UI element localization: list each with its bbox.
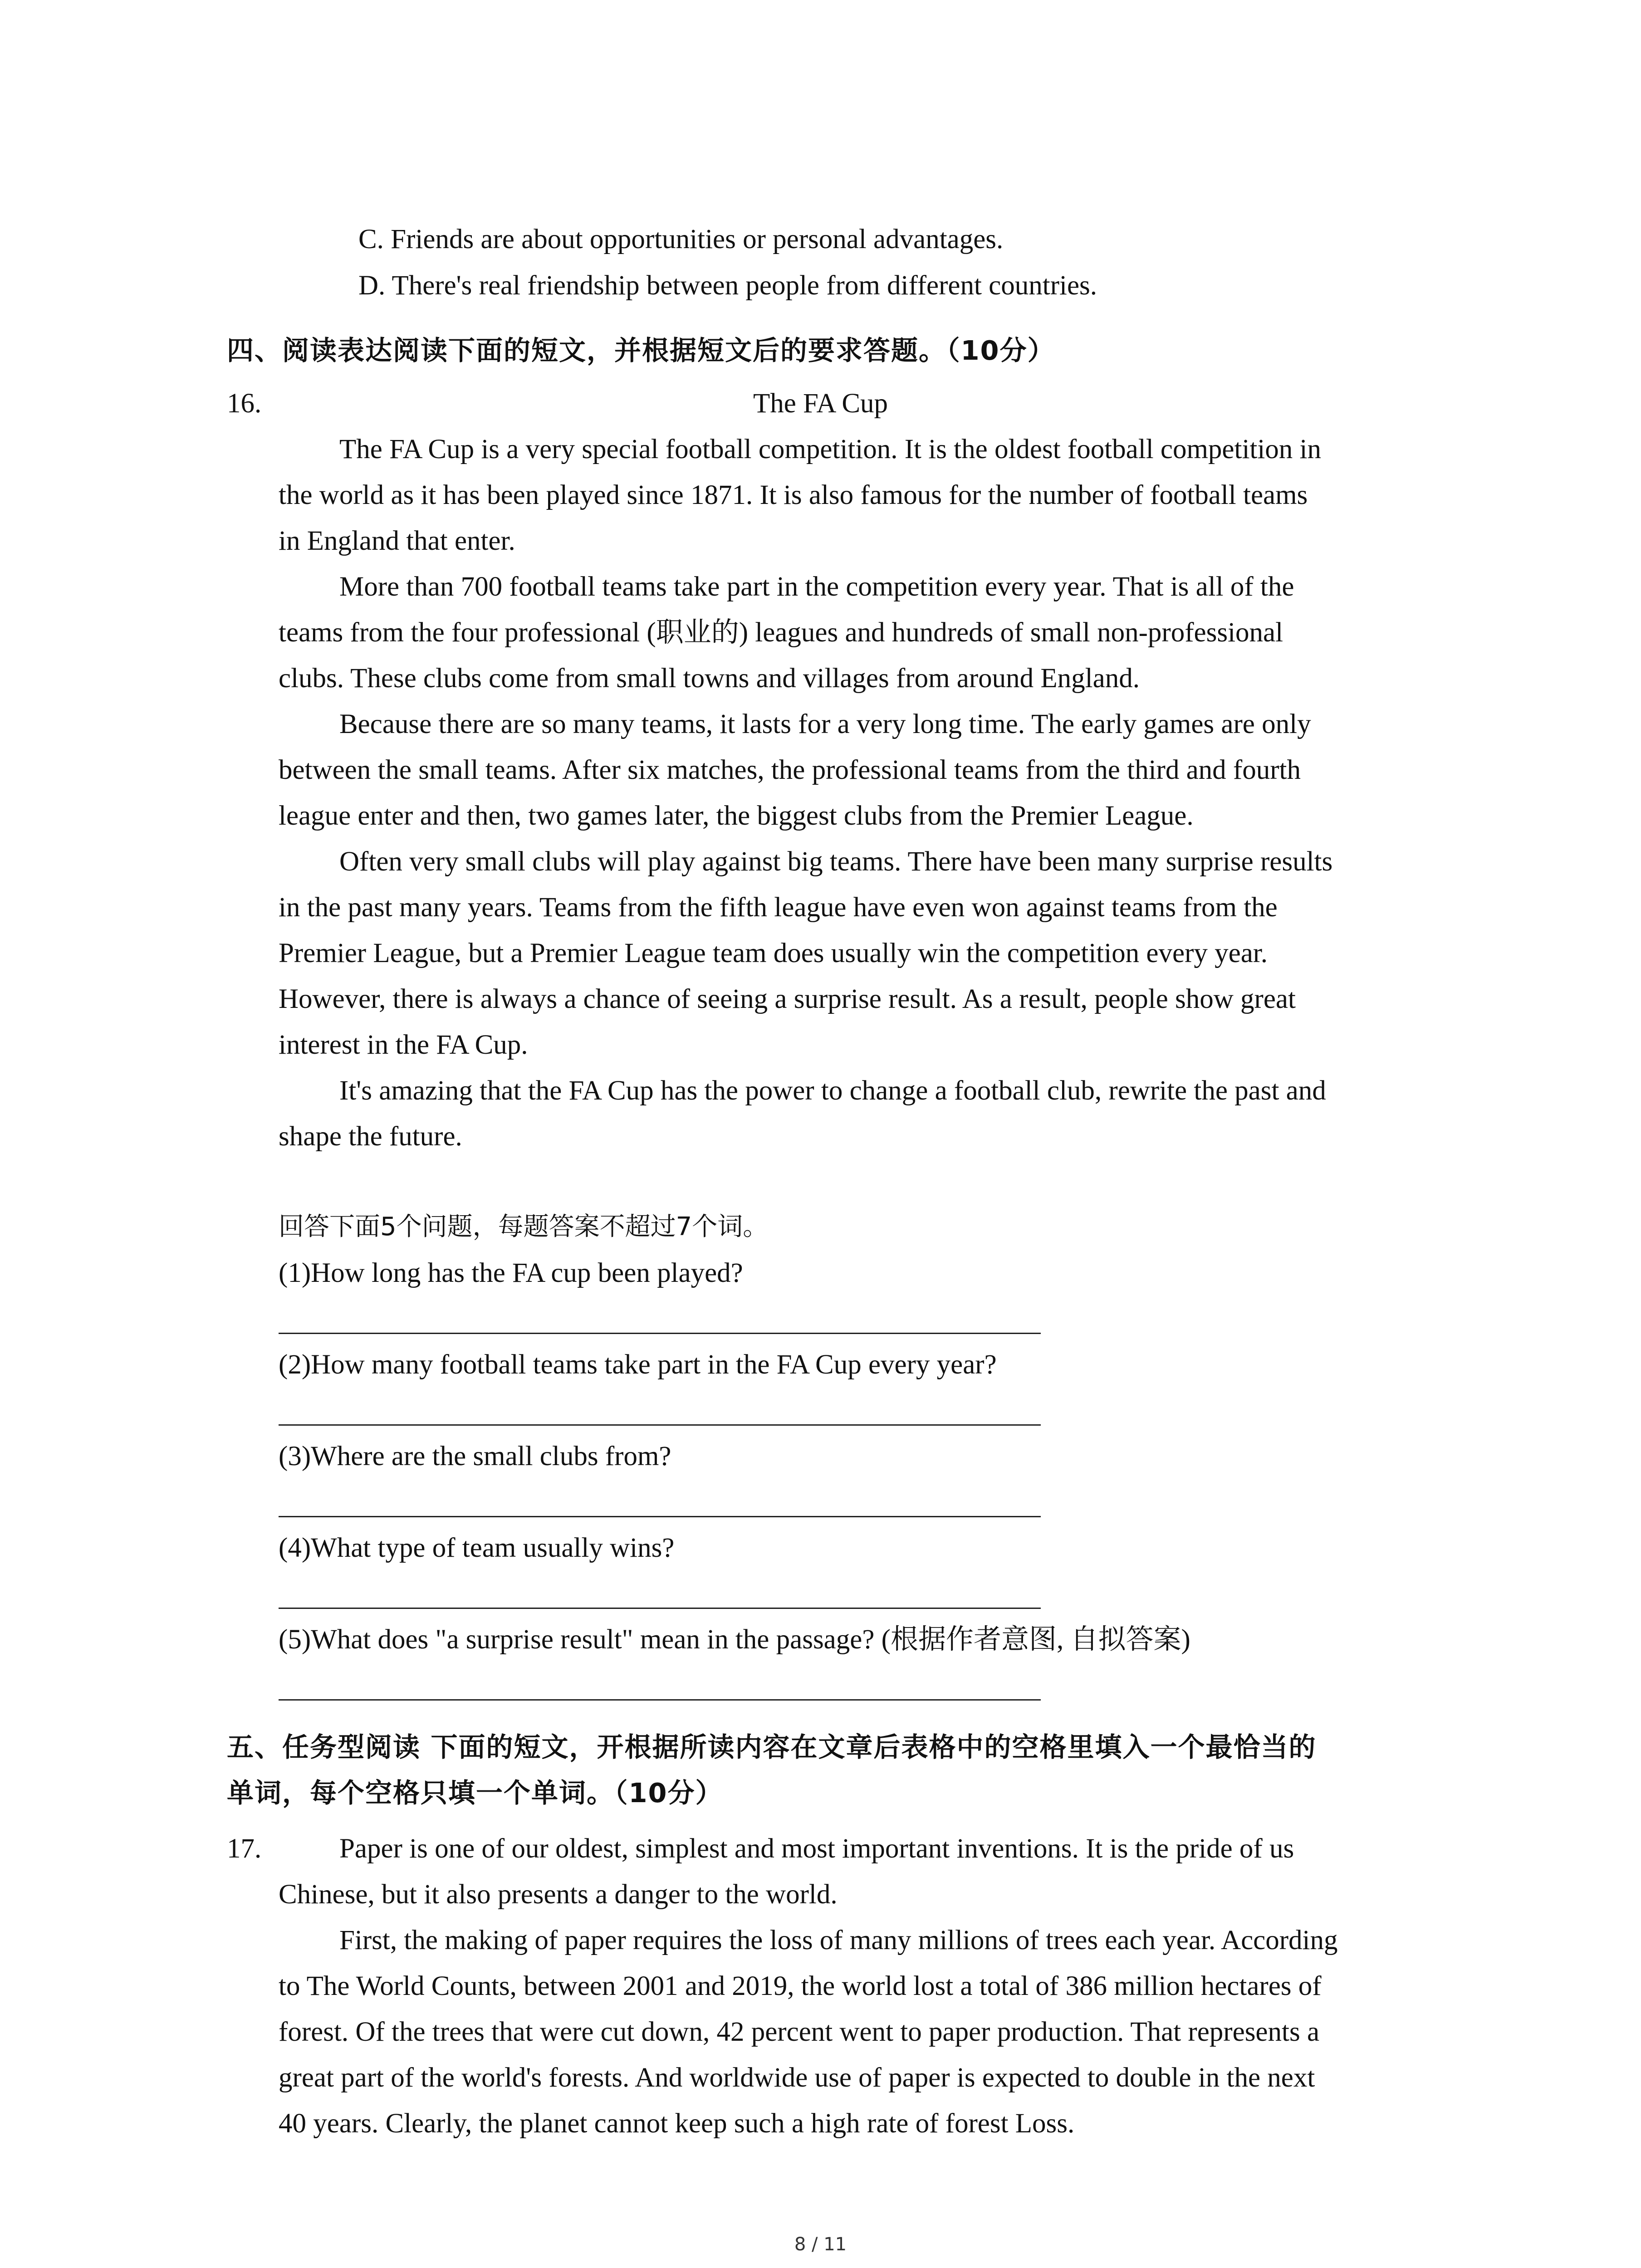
passage-line: Paper is one of our oldest, simplest and most important inventions. It is the pride of us — [339, 1833, 1294, 1864]
passage-line: However, there is always a chance of seeing a surprise result. As a result, people show great — [279, 984, 1296, 1014]
question-number-17: 17. — [227, 1833, 262, 1864]
question-3: (3)Where are the small clubs from? — [279, 1441, 671, 1471]
passage-line: It's amazing that the FA Cup has the power to change a football club, rewrite the past and — [339, 1075, 1326, 1106]
answer-line-1[interactable] — [279, 1333, 1041, 1334]
passage-line: forest. Of the trees that were cut down, 42 percent went to paper production. That represents a — [279, 2017, 1320, 2047]
passage-line: interest in the FA Cup. — [279, 1030, 528, 1060]
section5-heading: 五、任务型阅读 下面的短文，开根据所读内容在文章后表格中的空格里填入一个最恰当的 — [227, 1731, 1317, 1763]
passage-line: More than 700 football teams take part in the competition every year. That is all of the — [339, 572, 1294, 602]
passage-line: Chinese, but it also presents a danger to the world. — [279, 1879, 838, 1910]
passage-line: in England that enter. — [279, 526, 515, 556]
section5-heading-cont: 单词，每个空格只填一个单词。（10分） — [227, 1777, 723, 1809]
section4-heading: 四、阅读表达阅读下面的短文，并根据短文后的要求答题。（10分） — [227, 335, 1055, 366]
answer-line-4[interactable] — [279, 1608, 1041, 1609]
question-1: (1)How long has the FA cup been played? — [279, 1258, 743, 1288]
passage-line: First, the making of paper requires the loss of many millions of trees each year. According — [339, 1925, 1338, 1955]
answer-line-2[interactable] — [279, 1424, 1041, 1426]
passage-line: 40 years. Clearly, the planet cannot keep such a high rate of forest Loss. — [279, 2108, 1075, 2139]
option-c: C. Friends are about opportunities or personal advantages. — [358, 224, 1004, 254]
passage-line: league enter and then, two games later, the biggest clubs from the Premier League. — [279, 801, 1194, 831]
page-number: 8 / 11 — [794, 2234, 847, 2255]
question-4: (4)What type of team usually wins? — [279, 1533, 675, 1563]
answer-line-3[interactable] — [279, 1516, 1041, 1517]
option-d: D. There's real friendship between people from different countries. — [358, 270, 1097, 301]
passage-line: great part of the world's forests. And worldwide use of paper is expected to double in the next — [279, 2063, 1315, 2093]
passage-line: shape the future. — [279, 1121, 462, 1152]
passage-line: in the past many years. Teams from the fifth league have even won against teams from the — [279, 892, 1278, 923]
passage-line: teams from the four professional (职业的) leagues and hundreds of small non-professional — [279, 617, 1283, 648]
passage-line: Premier League, but a Premier League team does usually win the competition every year. — [279, 938, 1268, 968]
passage-line: to The World Counts, between 2001 and 2019, the world lost a total of 386 million hectares of — [279, 1971, 1322, 2001]
passage-line: Because there are so many teams, it lasts for a very long time. The early games are only — [339, 709, 1311, 739]
passage-line: Often very small clubs will play against big teams. There have been many surprise results — [339, 846, 1333, 877]
passage-line: the world as it has been played since 1871. It is also famous for the number of football teams — [279, 480, 1308, 510]
passage-line: clubs. These clubs come from small towns and villages from around England. — [279, 663, 1140, 694]
questions-instruction: 回答下面5个问题，每题答案不超过7个词。 — [279, 1212, 769, 1242]
passage-line: between the small teams. After six matches, the professional teams from the third and fourth — [279, 755, 1301, 785]
question-2: (2)How many football teams take part in the FA Cup every year? — [279, 1349, 997, 1380]
passage-line: The FA Cup is a very special football competition. It is the oldest football competition in — [339, 434, 1321, 464]
question-number-16: 16. — [227, 388, 262, 419]
passage-title: The FA Cup — [753, 388, 888, 419]
question-5: (5)What does "a surprise result" mean in the passage? (根据作者意图, 自拟答案) — [279, 1624, 1190, 1655]
answer-line-5[interactable] — [279, 1699, 1041, 1701]
